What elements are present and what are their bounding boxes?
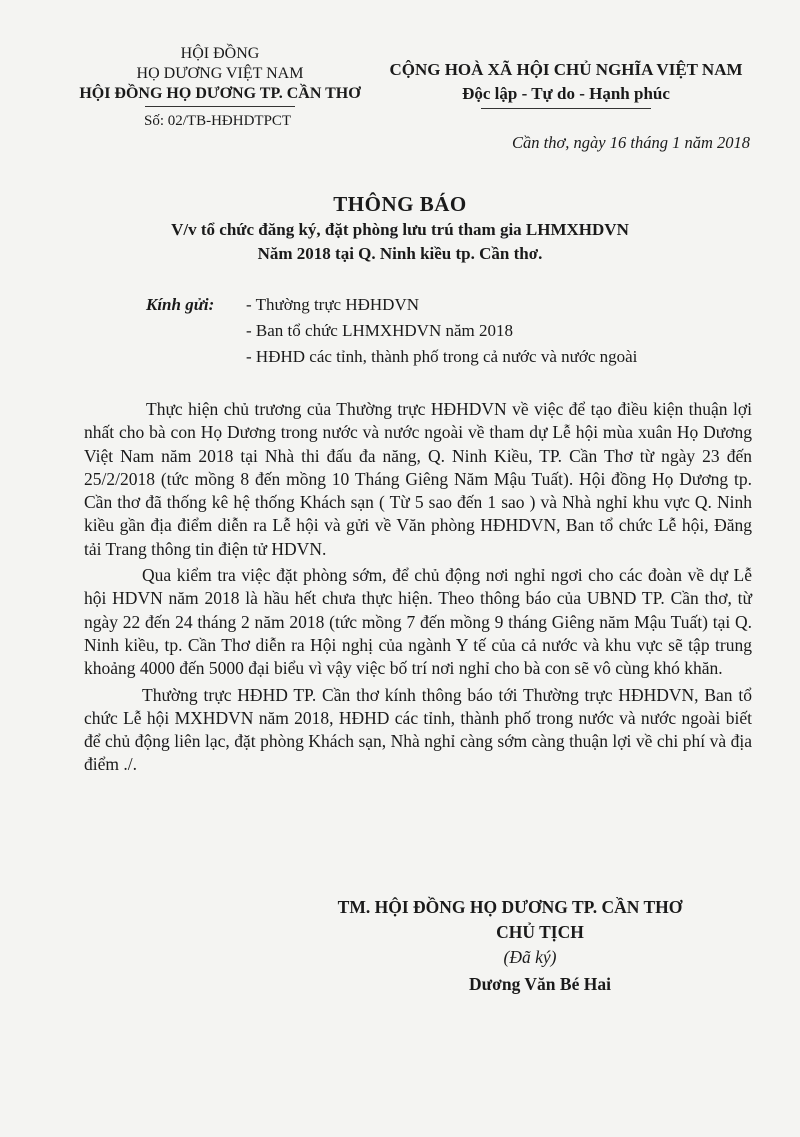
body-paragraph: Thường trực HĐHD TP. Cần thơ kính thông báo tới Thường trực HĐHDVN, Ban tổ chức Lễ hội MXHDVN năm 2018, HĐHD các tỉnh, thành phố trong nước và nước ngoài biết để chủ động liên lạc, đặt phòng Khách sạn, Nhà nghỉ càng sớm càng thuận lợi về chi phí và địa điểm ./. <box>84 684 752 775</box>
body-text <box>84 398 752 780</box>
subject-line-2: Năm 2018 tại Q. Ninh kiều tp. Cần thơ. <box>257 244 543 263</box>
national-header-block <box>376 58 756 109</box>
recipients-label: Kính gửi: <box>146 295 215 314</box>
national-motto: Độc lập - Tự do - Hạnh phúc <box>462 84 670 103</box>
body-paragraph: Thực hiện chủ trương của Thường trực HĐHDVN về việc để tạo điều kiện thuận lợi nhất cho bà con Họ Dương trong nước và nước ngoài về tham dự Lễ hội mùa xuân Họ Dương Việt Nam năm 2018 tại Nhà thi đấu đa năng, Q. Ninh Kiều, TP. Cần Thơ từ ngày 23 đến 25/2/2018 (tức mồng 8 đến mồng 10 Tháng Giêng Năm Mậu Tuất). Hội đồng Họ Dương tp. Cần thơ đã thống kê hệ thống Khách sạn ( Từ 5 sao đến 1 sao ) và Nhà nghỉ khu vực Q. Ninh kiều gần địa điểm diễn ra Lễ hội và gửi về Văn phòng HĐHDVN, Ban tổ chức Lễ hội, Đăng tải Trang thông tin điện tử HDVN. <box>84 399 752 559</box>
place-and-date: Cần thơ, ngày 16 tháng 1 năm 2018 <box>512 133 750 152</box>
subject-line-1: V/v tổ chức đăng ký, đặt phòng lưu trú tham gia LHMXHDVN <box>171 220 629 239</box>
document-title: THÔNG BÁO <box>333 192 467 216</box>
recipient-item: - Thường trực HĐHDVN <box>246 295 419 314</box>
org-line-3: HỘI ĐỒNG HỌ DƯƠNG TP. CẦN THƠ <box>79 85 361 102</box>
signature-organization: TM. HỘI ĐỒNG HỌ DƯƠNG TP. CẦN THƠ <box>337 897 683 917</box>
issuing-organization-block <box>60 44 380 131</box>
recipients-label-spacer <box>146 344 246 370</box>
signed-note: (Đã ký) <box>503 947 557 967</box>
motto-underline <box>481 108 651 109</box>
org-line-1: HỘI ĐỒNG <box>180 45 260 62</box>
recipient-row <box>146 292 766 318</box>
signature-block <box>290 895 730 997</box>
body-paragraph: Qua kiểm tra việc đặt phòng sớm, để chủ động nơi nghỉ ngơi cho các đoàn về dự Lễ hội HDVN năm 2018 là hầu hết chưa thực hiện. Theo thông báo của UBND TP. Cần thơ, từ ngày 22 đến 24 tháng 2 năm 2018 (tức mồng 7 đến mồng 9 tháng Giêng năm Mậu Tuất) tại Q. Ninh kiều, tp. Cần Thơ diễn ra Hội nghị của ngành Y tế của cả nước và khu vực sẽ tập trung khoảng 4000 đến 5000 đại biểu vì vậy việc bố trí nơi nghỉ cho bà con sẽ vô cùng khó khăn. <box>84 565 752 679</box>
republic-name: CỘNG HOÀ XÃ HỘI CHỦ NGHĨA VIỆT NAM <box>389 60 743 79</box>
recipient-item: - HĐHD các tỉnh, thành phố trong cả nước và nước ngoài <box>246 347 638 366</box>
signer-name: Dương Văn Bé Hai <box>469 974 611 994</box>
document-number: Số: 02/TB-HĐHDTPCT <box>144 113 292 129</box>
signature-role: CHỦ TỊCH <box>496 922 584 942</box>
org-underline <box>145 106 295 107</box>
org-line-2: HỌ DƯƠNG VIỆT NAM <box>136 65 304 82</box>
recipients-label-spacer <box>146 318 246 344</box>
title-block <box>100 190 700 266</box>
recipient-item: - Ban tổ chức LHMXHDVN năm 2018 <box>246 321 514 340</box>
recipient-row <box>146 318 766 344</box>
recipient-row <box>146 344 766 370</box>
recipients-block <box>146 292 766 370</box>
